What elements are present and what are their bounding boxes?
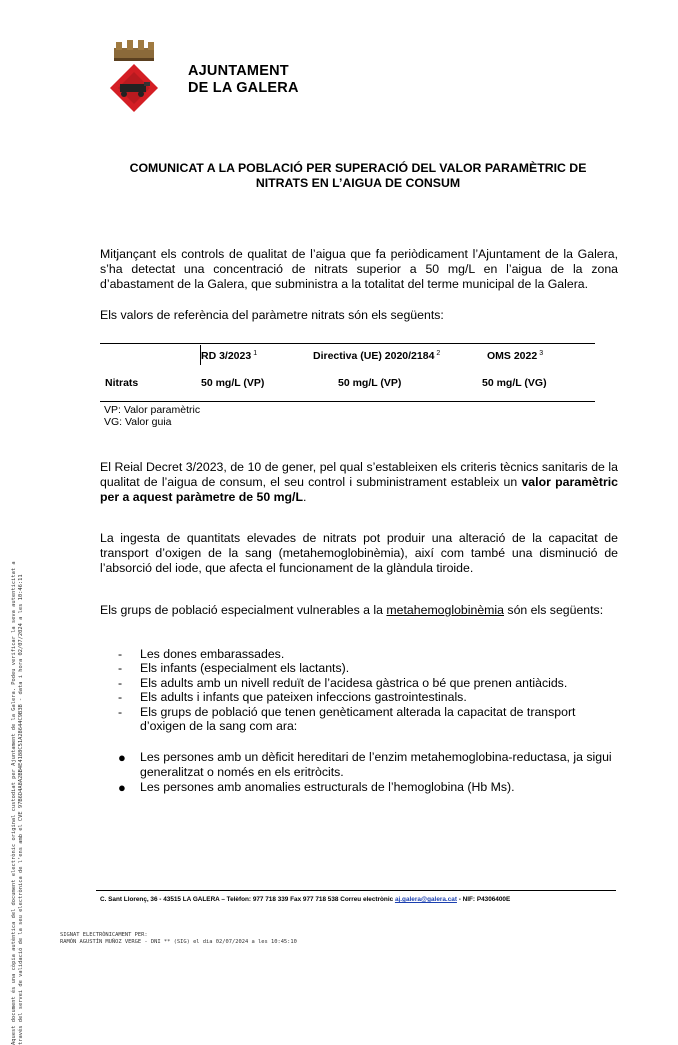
table-value-oms: 50 mg/L (VG) — [482, 377, 547, 389]
legend-vg: VG: Valor guia — [104, 416, 172, 428]
table-value-directive: 50 mg/L (VP) — [338, 377, 402, 389]
table-header-oms: OMS 2022 $^3$ — [487, 350, 544, 362]
table-header-directive: Directiva (UE) 2020/2184 $^2$ — [313, 350, 441, 362]
reference-intro: Els valors de referència del paràmetre nitrats són els següents: — [100, 308, 444, 322]
table-header-rd: RD 3/2023 $^1$ — [201, 350, 258, 362]
verification-note: Aquest document és una còpia autèntica del document electrònic original custodiat per Ajuntament de la Galera. Podeu verificar la seva autenticitat a través del servei de validació de la seu electrònica de l’ens amb el CVE 97B6D4A8A2BB4E4188C51A28644C9B3B - data i hora 02/07/2024 a les 10:46:11 — [11, 561, 24, 1045]
org-name-line2: DE LA GALERA — [188, 80, 299, 96]
decree-bold-value: valor paramètric per a aquest paràmetre de 50 mg/L — [100, 475, 618, 504]
title-line2: NITRATS EN L’AIGUA DE CONSUM — [255, 176, 461, 190]
table-top-rule — [100, 343, 595, 344]
groups-intro: Els grups de població especialment vulnerables a la metahemoglobinèmia són els següents: — [100, 603, 604, 617]
email-link[interactable]: aj.galera@galera.cat — [394, 896, 457, 903]
organization-name — [188, 63, 299, 97]
table-row-label: Nitrats — [105, 377, 139, 389]
footer-contact: C. Sant Llorenç, 36 - 43515 LA GALERA – Telèfon: 977 718 339 Fax 977 718 538 Correu electrònic aj.galera@galera.cat - NIF: P4306400E — [100, 896, 511, 903]
title-line1: COMUNICAT A LA POBLACIÓ PER SUPERACIÓ DEL VALOR PARAMÈTRIC DE — [129, 161, 587, 175]
document-title — [110, 161, 606, 191]
electronic-signature: SIGNAT ELECTRÒNICAMENT PER: RAMÓN AGUSTÍN MUÑOZ VERGE - DNI ** (SIG) el dia 02/07/2024 a les 10:45:10 — [60, 932, 297, 945]
table-bottom-rule — [100, 401, 595, 402]
metahemoglobinemia-term: metahemoglobinèmia — [386, 603, 504, 617]
effects-paragraph: La ingesta de quantitats elevades de nitrats pot produir una alteració de la capacitat de transport d’oxigen de la sang (metahemoglobinèmia), així com també una disminució de l’absorció del iode, que afecta el funcionament de la glàndula tiroide. — [100, 531, 618, 575]
legend-vp: VP: Valor paramètric — [104, 404, 201, 416]
table-value-rd: 50 mg/L (VP) — [201, 377, 265, 389]
footer-rule — [96, 890, 616, 891]
intro-paragraph: Mitjançant els controls de qualitat de l’aigua que fa periòdicament l’Ajuntament de la Galera, s’ha detectat una concentració de nitrats superior a 50 mg/L en l’aigua de la zona d’abastament de la Galera, que subministra a la totalitat del terme municipal de la Galera. — [100, 247, 618, 291]
municipal-coat-of-arms-icon — [108, 38, 160, 116]
decree-paragraph: El Reial Decret 3/2023, de 10 de gener, pel qual s’estableixen els criteris tècnics sanitaris de la qualitat de l’aigua de consum, el seu control i subministrament estableix un valor paramètric per a aquest paràmetre de 50 mg/L. — [100, 460, 618, 504]
org-name-line1: AJUNTAMENT — [188, 63, 289, 79]
